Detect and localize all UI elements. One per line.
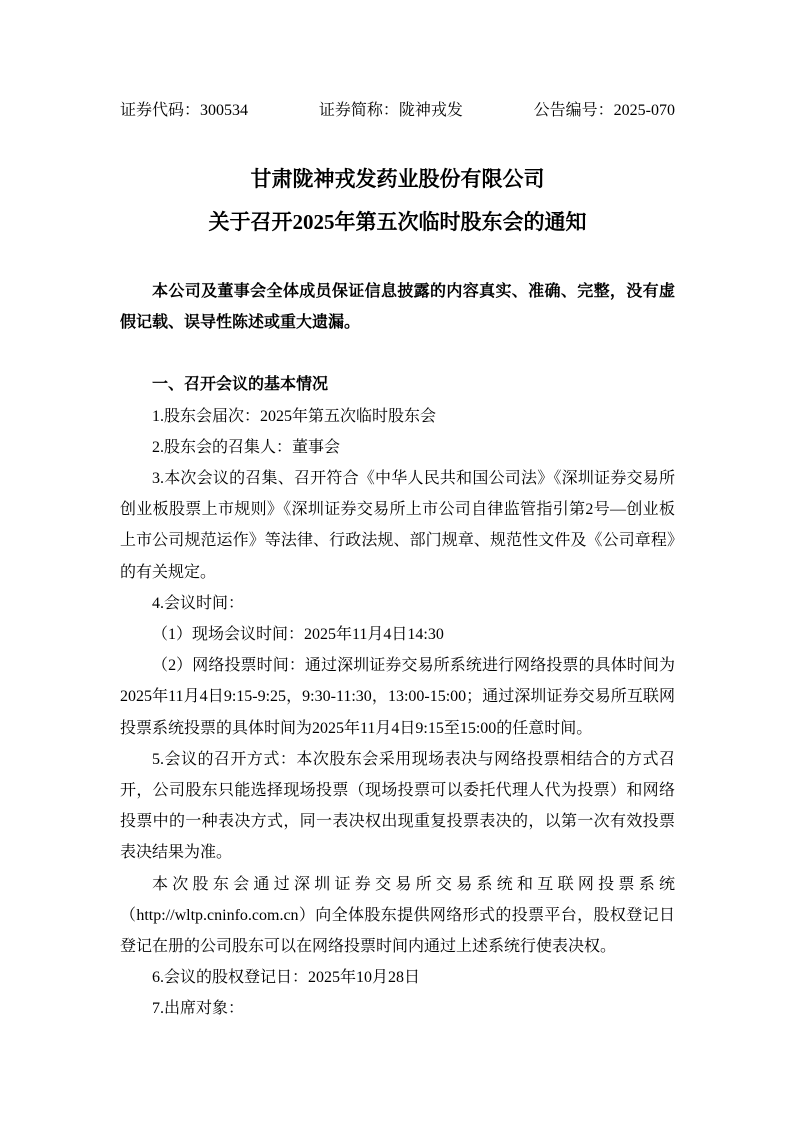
announcement-number-label: 公告编号：2025-070 [533, 102, 675, 119]
document-title-block [120, 158, 675, 244]
para-meeting-session: 1.股东会届次：2025年第五次临时股东会 [152, 407, 437, 425]
para-onsite-meeting-time: （1）现场会议时间：2025年11月4日14:30 [152, 626, 444, 644]
disclaimer-paragraph: 本公司及董事会全体成员保证信息披露的内容真实、准确、完整，没有虚假记载、误导性陈述或重大遗漏。 [120, 283, 675, 332]
para-online-voting-time: （2）网络投票时间：通过深圳证券交易所系统进行网络投票的具体时间为2025年11月4日9:15-9:25，9:30-11:30，13:00-15:00；通过深圳证券交易所互联网投票系统投票的具体时间为2025年11月4日9:15至15:00的任意时间。 [120, 657, 675, 737]
para-meeting-method: 5.会议的召开方式：本次股东会采用现场表决与网络投票相结合的方式召开，公司股东只能选择现场投票（现场投票可以委托代理人代为投票）和网络投票中的一种表决方式，同一表决权出现重复投票表决的，以第一次有效投票表决结果为准。 [120, 750, 675, 862]
section-heading-basic-info: 一、召开会议的基本情况 [152, 376, 329, 394]
para-voting-platform: 本次股东会通过深圳证券交易所交易系统和互联网投票系统（http://wltp.cninfo.com.cn）向全体股东提供网络形式的投票平台，股权登记日登记在册的公司股东可以在网络投票时间内通过上述系统行使表决权。 [120, 875, 675, 956]
para-record-date: 6.会议的股权登记日：2025年10月28日 [152, 969, 421, 987]
stock-code-label: 证券代码：300534 [120, 102, 249, 119]
para-convener: 2.股东会的召集人：董事会 [152, 438, 341, 456]
notice-title: 关于召开2025年第五次临时股东会的通知 [208, 210, 587, 234]
para-meeting-time-label: 4.会议时间： [152, 594, 245, 612]
company-name-title: 甘肃陇神戎发药业股份有限公司 [250, 167, 545, 191]
stock-short-name-label: 证券简称：陇神戎发 [318, 102, 463, 119]
document-body [120, 276, 675, 1025]
para-attendees-label: 7.出席对象： [152, 1000, 245, 1018]
document-header [120, 101, 675, 120]
para-legal-compliance: 3.本次会议的召集、召开符合《中华人民共和国公司法》《深圳证券交易所创业板股票上市规则》《深圳证券交易所上市公司自律监管指引第2号—创业板上市公司规范运作》等法律、行政法规、部门规章、规范性文件及《公司章程》的有关规定。 [120, 470, 675, 581]
